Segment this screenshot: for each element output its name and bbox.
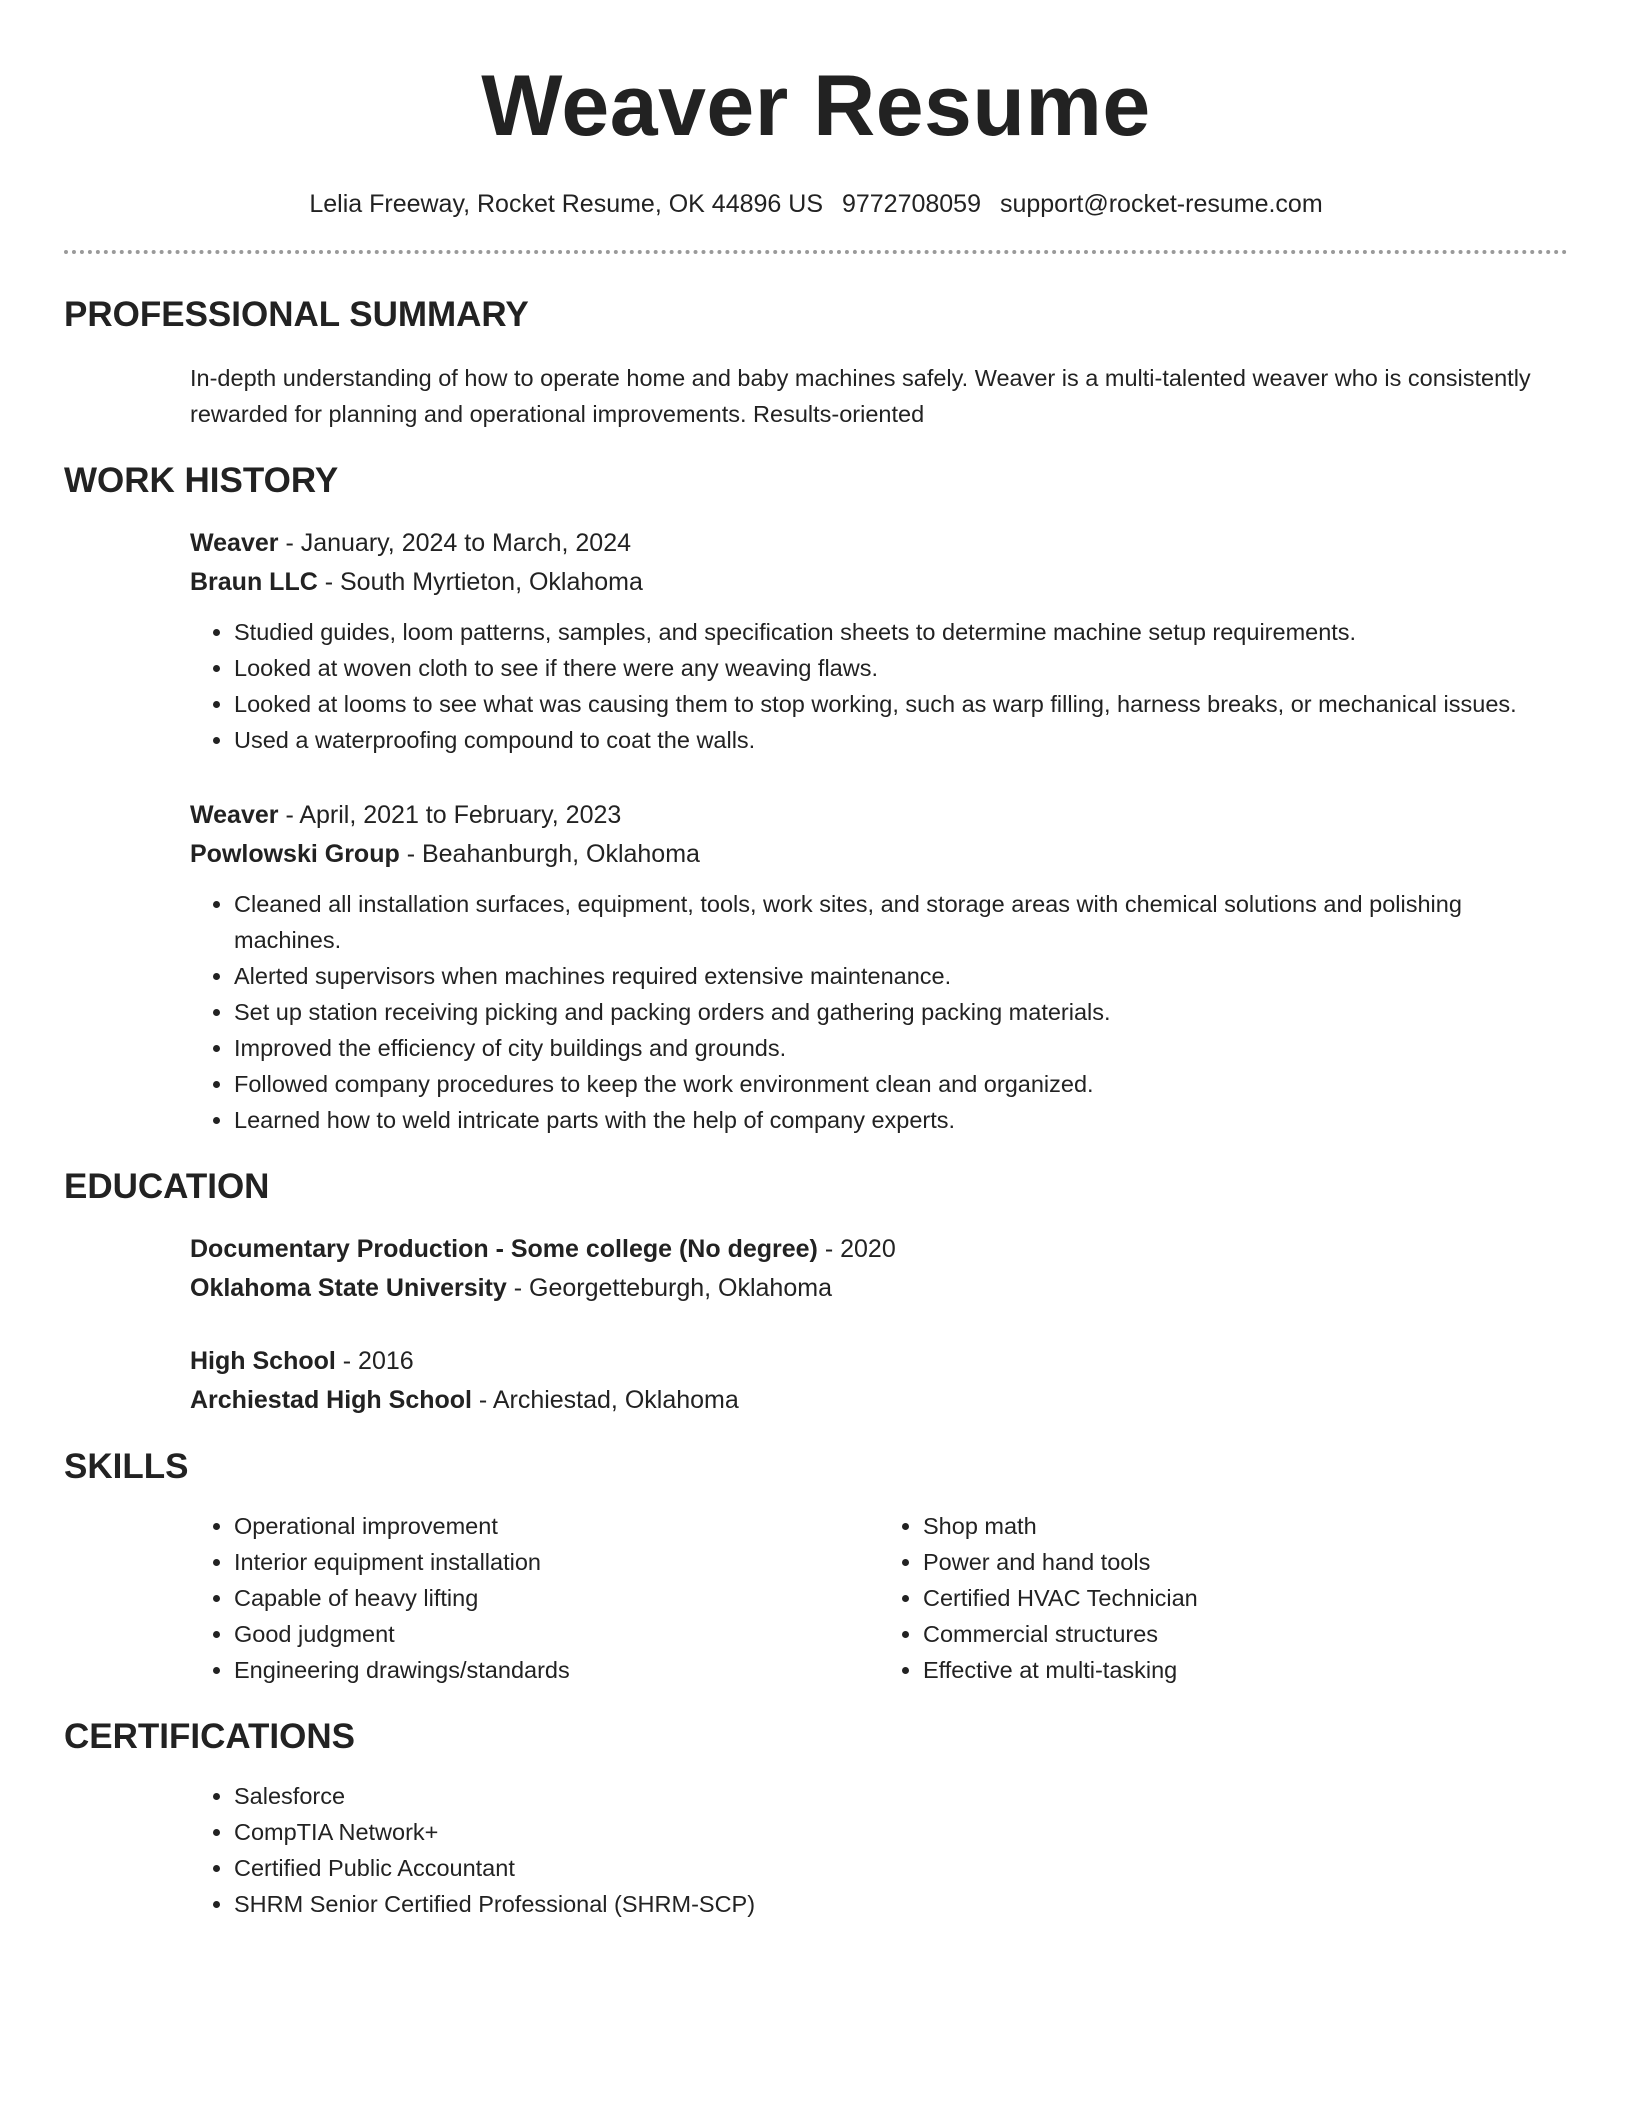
summary-text: In-depth understanding of how to operate home and baby machines safely. Weaver is a multi-talented weaver who is consistently rewarded for planning and operational improvements. Results-oriented [190, 365, 1531, 427]
skills-columns [190, 1508, 1568, 1688]
skill-item: • Shop math [923, 1508, 1568, 1544]
job-duty: • Learned how to weld intricate parts with the help of company experts. [234, 1102, 1568, 1138]
education-year: - 2020 [817, 1235, 896, 1263]
education-degree: High School [190, 1347, 336, 1375]
certification-item: • Certified Public Accountant [234, 1850, 1568, 1886]
skill-item: • Power and hand tools [923, 1544, 1568, 1580]
certifications-section [64, 1716, 1568, 1922]
education-title: EDUCATION [64, 1167, 270, 1206]
summary-section [64, 294, 1568, 432]
job-duty: • Cleaned all installation surfaces, equipment, tools, work sites, and storage areas with chemical solutions and polishing machines. [234, 886, 1568, 958]
education-degree: Documentary Production - Some college (No degree) [190, 1235, 818, 1263]
job-dates: - January, 2024 to March, 2024 [278, 529, 632, 557]
certifications-title: CERTIFICATIONS [64, 1717, 356, 1756]
skill-item: • Capable of heavy lifting [234, 1580, 879, 1616]
certification-item: • CompTIA Network+ [234, 1814, 1568, 1850]
work-history-title: WORK HISTORY [64, 461, 339, 500]
skill-item: • Good judgment [234, 1616, 879, 1652]
certifications-list [190, 1778, 1568, 1922]
skills-list-right [879, 1508, 1568, 1688]
education-entry [190, 1230, 1568, 1308]
education-school: Oklahoma State University [190, 1274, 507, 1302]
job-duties-list [190, 886, 1568, 1138]
skill-item: • Engineering drawings/standards [234, 1652, 879, 1688]
job-duty: • Followed company procedures to keep the work environment clean and organized. [234, 1066, 1568, 1102]
job-title-line [190, 796, 1568, 835]
skills-section [64, 1446, 1568, 1688]
job-duty: • Set up station receiving picking and packing orders and gathering packing materials. [234, 994, 1568, 1030]
certification-item: • Salesforce [234, 1778, 1568, 1814]
header-divider [64, 250, 1568, 254]
resume-header [64, 0, 1568, 254]
education-location: - Georgetteburgh, Oklahoma [506, 1274, 832, 1302]
job-company: Braun LLC [190, 568, 318, 596]
resume-name: Weaver Resume [481, 58, 1151, 154]
certifications-body [190, 1778, 1568, 1922]
education-year: - 2016 [335, 1347, 414, 1375]
skill-item: • Certified HVAC Technician [923, 1580, 1568, 1616]
skill-item: • Operational improvement [234, 1508, 879, 1544]
job-title-line [190, 524, 1568, 563]
contact-address: Lelia Freeway, Rocket Resume, OK 44896 US [309, 190, 823, 218]
skill-item: • Interior equipment installation [234, 1544, 879, 1580]
job-company: Powlowski Group [190, 840, 400, 868]
job-duty: • Studied guides, loom patterns, samples, and specification sheets to determine machine setup requirements. [234, 614, 1568, 650]
job-duty: • Used a waterproofing compound to coat the walls. [234, 722, 1568, 758]
work-history-section [64, 460, 1568, 1138]
education-degree-line [190, 1230, 1568, 1269]
summary-title: PROFESSIONAL SUMMARY [64, 295, 529, 334]
job-company-line [190, 835, 1568, 874]
skill-item: • Commercial structures [923, 1616, 1568, 1652]
certification-item: • SHRM Senior Certified Professional (SHRM-SCP) [234, 1886, 1568, 1922]
contact-email: support@rocket-resume.com [999, 190, 1323, 218]
contact-phone: 9772708059 [841, 190, 981, 218]
education-entry [190, 1342, 1568, 1420]
education-degree-line [190, 1342, 1568, 1381]
education-school-line [190, 1381, 1568, 1420]
education-section [64, 1166, 1568, 1420]
job-role: Weaver [190, 801, 279, 829]
job-entry [190, 796, 1568, 1138]
skills-title: SKILLS [64, 1447, 189, 1486]
contact-line [64, 188, 1568, 220]
job-dates: - April, 2021 to February, 2023 [278, 801, 622, 829]
job-duties-list [190, 614, 1568, 758]
job-duty: • Looked at woven cloth to see if there were any weaving flaws. [234, 650, 1568, 686]
skills-list-left [190, 1508, 879, 1688]
job-entry [190, 524, 1568, 758]
skill-item: • Effective at multi-tasking [923, 1652, 1568, 1688]
job-company-line [190, 563, 1568, 602]
job-duty: • Looked at looms to see what was causing them to stop working, such as warp filling, harness breaks, or mechanical issues. [234, 686, 1568, 722]
education-school-line [190, 1269, 1568, 1308]
job-duty: • Alerted supervisors when machines required extensive maintenance. [234, 958, 1568, 994]
job-role: Weaver [190, 529, 279, 557]
job-location: - Beahanburgh, Oklahoma [399, 840, 700, 868]
education-school: Archiestad High School [190, 1386, 472, 1414]
job-duty: • Improved the efficiency of city buildings and grounds. [234, 1030, 1568, 1066]
job-location: - South Myrtieton, Oklahoma [317, 568, 643, 596]
education-location: - Archiestad, Oklahoma [471, 1386, 739, 1414]
